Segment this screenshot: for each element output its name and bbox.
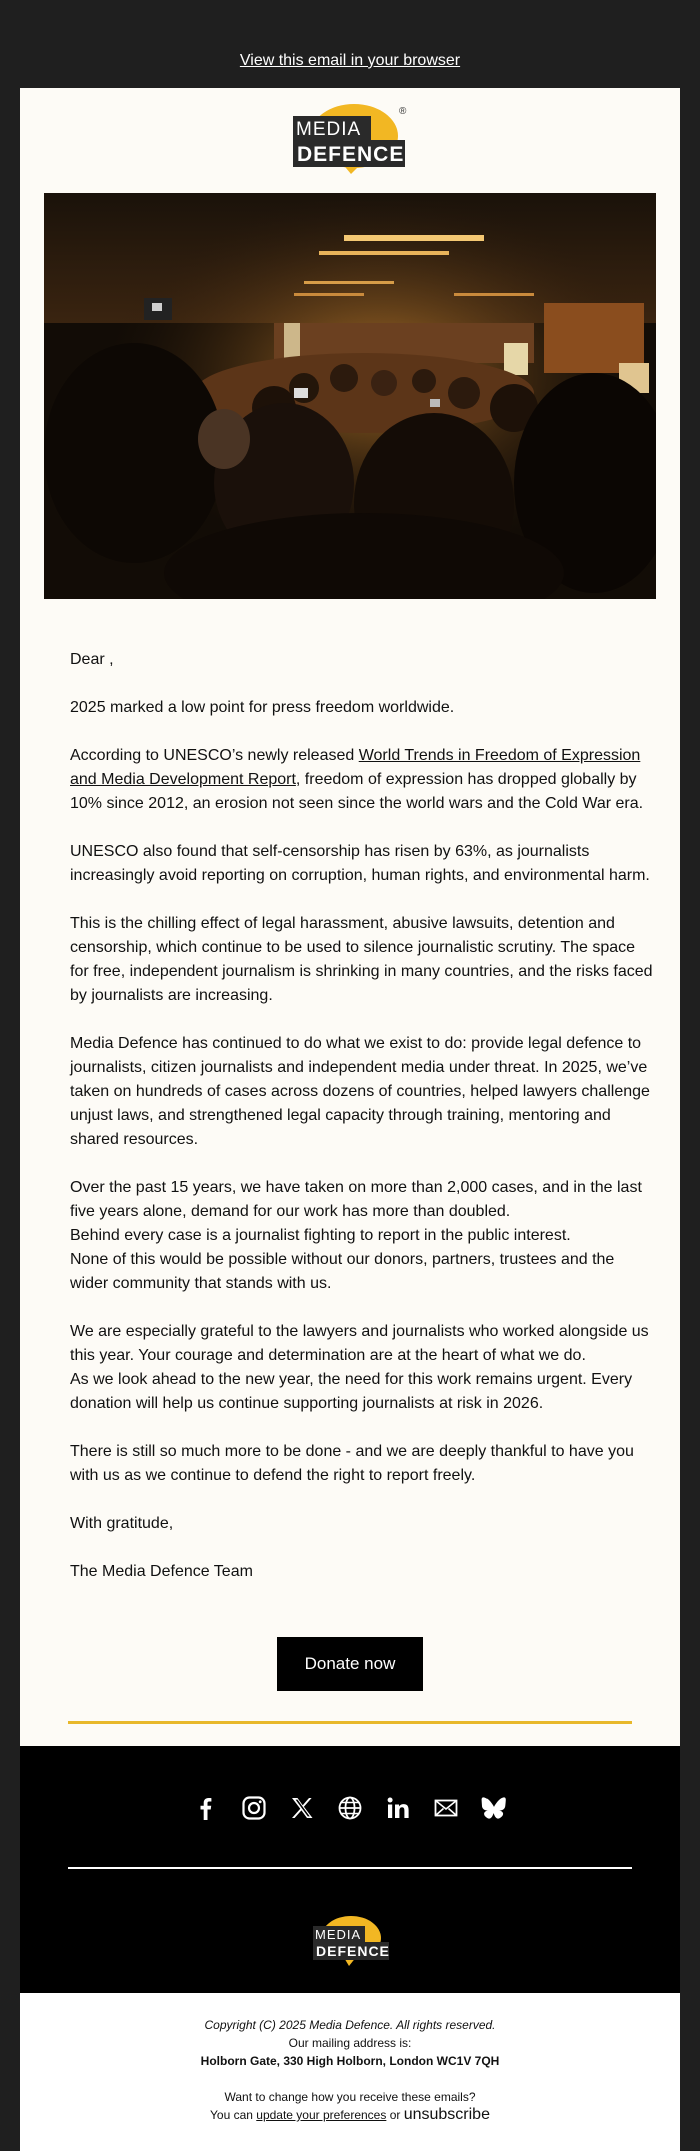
p2-text-before: According to UNESCO’s newly released [70, 747, 359, 764]
view-in-browser-link[interactable]: View this email in your browser [239, 52, 461, 69]
media-defence-logo[interactable] [293, 100, 415, 176]
signoff: With gratitude, [70, 1515, 174, 1532]
paragraph-grateful: We are especially grateful to the lawyers and journalists who worked alongside us this year. Your courage and determination are at the heart of what we do. [70, 1323, 649, 1364]
paragraph-press-freedom: 2025 marked a low point for press freedom worldwide. [70, 699, 455, 716]
gold-divider [68, 1721, 632, 1724]
greeting: Dear , [70, 651, 114, 668]
legal-footer [20, 1993, 680, 2151]
paragraph-self-censorship: UNESCO also found that self-censorship has risen by 63%, as journalists increasingly avoid reporting on corruption, human rights, and environmental harm. [70, 843, 650, 884]
preferences-line [20, 2106, 680, 2124]
paragraph-cases: Over the past 15 years, we have taken on more than 2,000 cases, and in the last five years alone, demand for our work has more than doubled. [70, 1179, 642, 1220]
hero-image [44, 193, 656, 599]
footer-logo-text-media: MEDIA [315, 1927, 362, 1942]
paragraph-donors: None of this would be possible without our donors, partners, trustees and the wider community that stands with us. [70, 1251, 615, 1292]
mailing-address: Holborn Gate, 330 High Holborn, London WC1V 7QH [200, 2054, 500, 2068]
footer-logo[interactable] [309, 1914, 391, 1968]
social-footer [20, 1746, 680, 1993]
paragraph-new-year: As we look ahead to the new year, the need for this work remains urgent. Every donation will help us continue supporting journalists at risk in 2026. [70, 1371, 633, 1412]
paragraph-mission: Media Defence has continued to do what we exist to do: provide legal defence to journalists, citizen journalists and independent media under threat. In 2025, we’ve taken on hundreds of cases across dozens of countries, helped lawyers challenge unjust laws, and strengthened legal capacity through training, mentoring and shared resources. [70, 1035, 650, 1148]
social-links [20, 1794, 680, 1830]
email-card [20, 88, 680, 1746]
facebook-icon[interactable] [192, 1794, 220, 1822]
update-preferences-link[interactable]: update your preferences [256, 2108, 387, 2122]
bluesky-icon[interactable] [480, 1794, 508, 1822]
website-icon[interactable] [336, 1794, 364, 1822]
unsubscribe-link[interactable]: unsubscribe [403, 2106, 490, 2123]
instagram-icon[interactable] [240, 1794, 268, 1822]
change-prompt: Want to change how you receive these emails? [224, 2090, 476, 2104]
footer-logo-text-defence: DEFENCE [316, 1943, 390, 1959]
letter-body [70, 648, 654, 1608]
paragraph-more-to-do: There is still so much more to be done - and we are deeply thankful to have you with us as we continue to defend the right to report freely. [70, 1443, 634, 1484]
you-can-text: You can [210, 2108, 257, 2122]
logo-text-media: MEDIA [296, 119, 362, 140]
paragraph-behind-case: Behind every case is a journalist fighting to report in the public interest. [70, 1227, 571, 1244]
linkedin-icon[interactable] [384, 1794, 412, 1822]
signature: The Media Defence Team [70, 1563, 253, 1580]
x-icon[interactable] [288, 1794, 316, 1822]
copyright-text: Copyright (C) 2025 Media Defence. All rights reserved. [204, 2018, 496, 2032]
unesco-report-link[interactable]: World Trends in Freedom of Expression and Media Development Report [70, 747, 641, 788]
or-text: or [386, 2108, 404, 2122]
mailing-label: Our mailing address is: [288, 2036, 412, 2050]
paragraph-unesco-report [70, 744, 654, 816]
footer-divider [68, 1867, 632, 1869]
logo-text-defence: DEFENCE [297, 143, 405, 166]
logo-registered-mark: ® [399, 106, 407, 117]
email-icon[interactable] [432, 1794, 460, 1822]
donate-now-button[interactable]: Donate now [277, 1637, 423, 1691]
paragraph-chilling-effect: This is the chilling effect of legal harassment, abusive lawsuits, detention and censorship, which continue to be used to silence journalistic scrutiny. The space for free, independent journalism is shrinking in many countries, and the risks faced by journalists are increasing. [70, 915, 653, 1004]
p2-text-after: , freedom of expression has dropped globally by 10% since 2012, an erosion not seen since the world wars and the Cold War era. [70, 771, 644, 812]
preheader [0, 0, 700, 88]
